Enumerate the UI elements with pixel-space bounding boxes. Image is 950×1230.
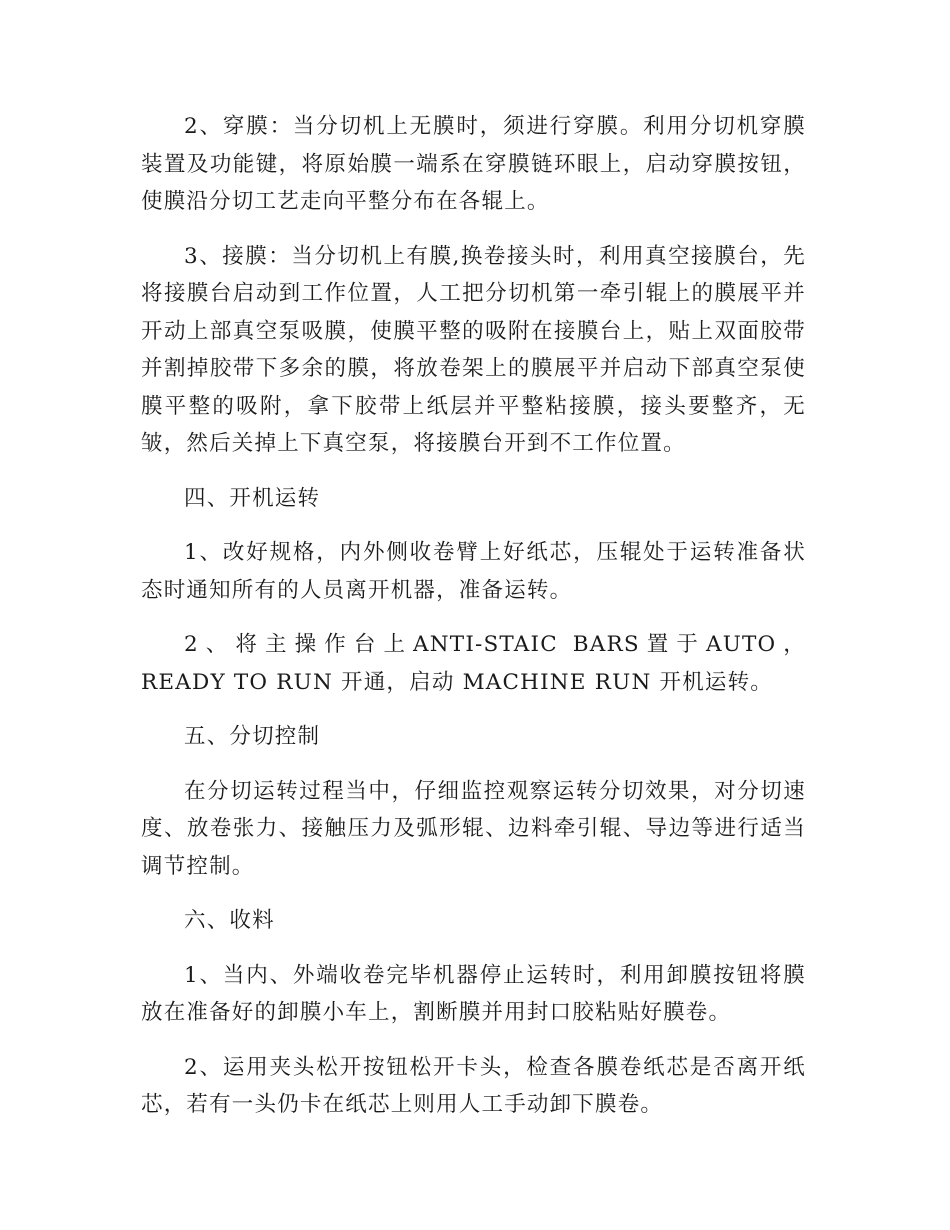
paragraph-prepare-run: 1、改好规格，内外侧收卷臂上好纸芯，压辊处于运转准备状态时通知所有的人员离开机器，准备运转。 bbox=[141, 540, 806, 603]
paragraph-unload-rolls: 1、当内、外端收卷完毕机器停止运转时，利用卸膜按钮将膜放在准备好的卸膜小车上，割断膜并用封口胶粘贴好膜卷。 bbox=[141, 962, 806, 1025]
paragraph-machine-run: 2、将主操作台上ANTI-STAIC BARS置于AUTO， READY TO RUN 开通，启动 MACHINE RUN 开机运转。 bbox=[141, 632, 806, 695]
section-heading-slitting-control: 五、分切控制 bbox=[184, 724, 321, 749]
paragraph-threading: 2、穿膜：当分切机上无膜时，须进行穿膜。利用分切机穿膜装置及功能键，将原始膜一端系在穿膜链环眼上，启动穿膜按钮，使膜沿分切工艺走向平整分布在各辊上。 bbox=[141, 114, 806, 214]
section-heading-unloading: 六、收料 bbox=[184, 908, 275, 933]
paragraph-release-chucks: 2、运用夹头松开按钮松开卡头，检查各膜卷纸芯是否离开纸芯，若有一头仍卡在纸芯上则用人工手动卸下膜卷。 bbox=[141, 1054, 806, 1117]
section-heading-start-machine: 四、开机运转 bbox=[184, 485, 321, 511]
paragraph-splicing: 3、接膜：当分切机上有膜,换卷接头时，利用真空接膜台，先将接膜台启动到工作位置，人工把分切机第一牵引辊上的膜展平并开动上部真空泵吸膜，使膜平整的吸附在接膜台上，贴上双面胶带并割掉胶带下多余的膜，将放卷架上的膜展平并启动下部真空泵使膜平整的吸附，拿下胶带上纸层并平整粘接膜，接头要整齐，无皱，然后关掉上下真空泵，将接膜台开到不工作位置。 bbox=[141, 243, 806, 456]
document-body bbox=[141, 108, 806, 1141]
paragraph-slitting-control: 在分切运转过程当中，仔细监控观察运转分切效果，对分切速度、放卷张力、接触压力及弧形辊、边料牵引辊、导边等进行适当调节控制。 bbox=[141, 778, 806, 879]
